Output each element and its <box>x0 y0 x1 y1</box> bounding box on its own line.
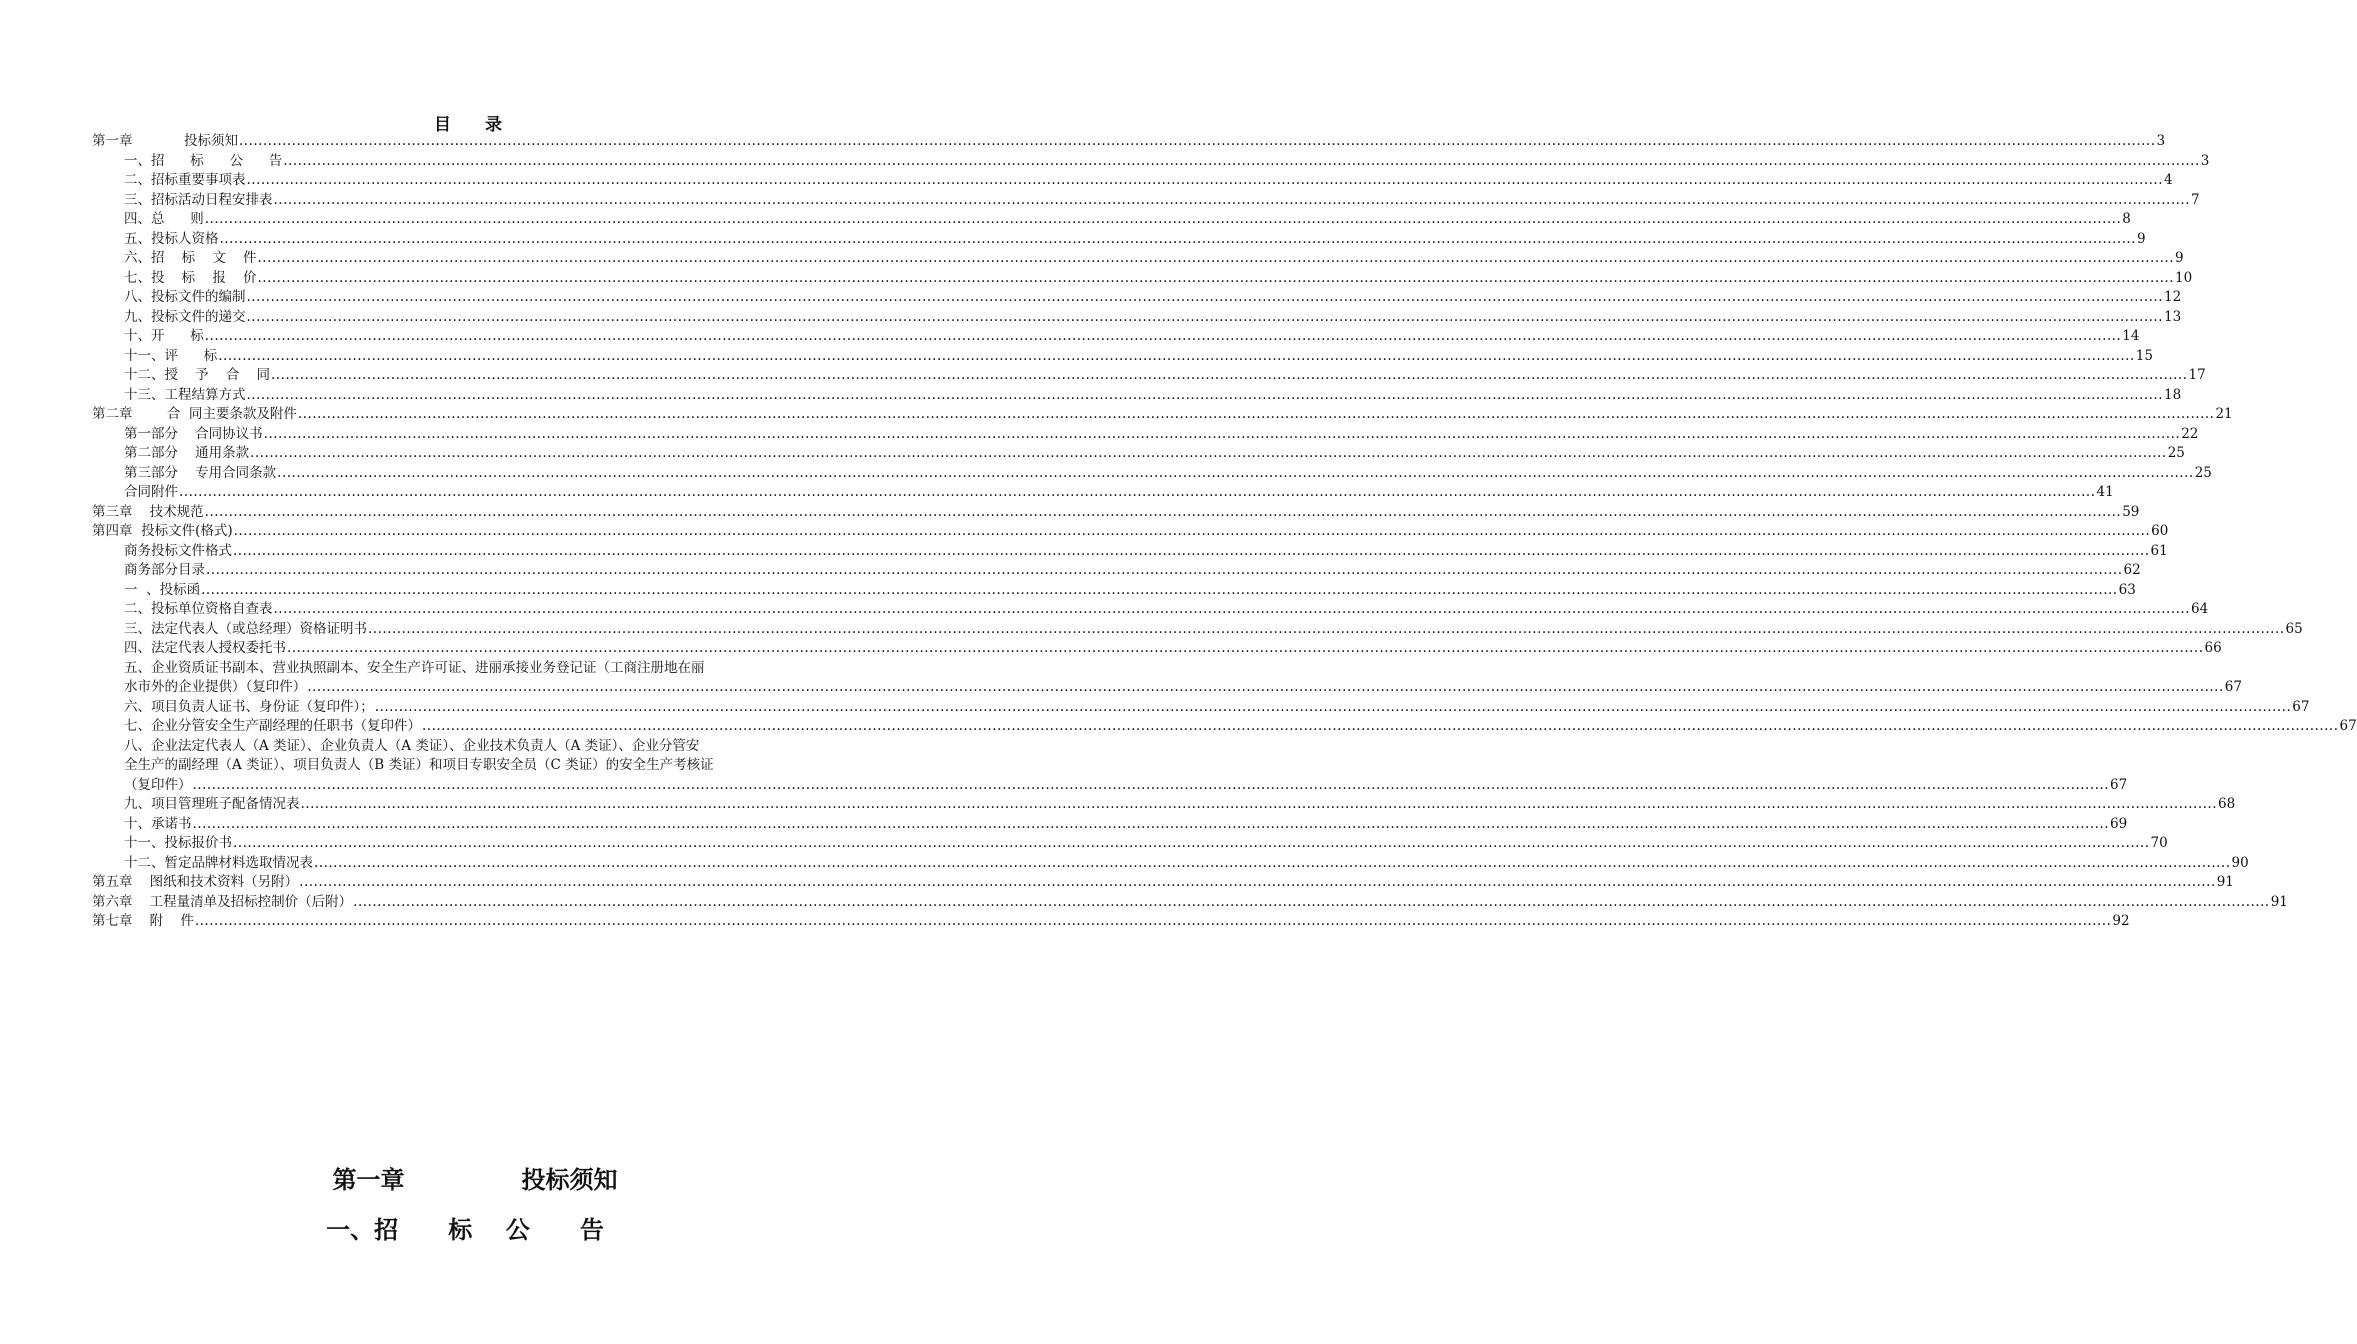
toc-page-number: 41 <box>2096 484 2114 500</box>
toc-dot-leader: ................................................................................................................................................................................................................................................................................................................................................................................................................ <box>422 718 2339 734</box>
toc-entry[interactable] <box>92 405 2233 425</box>
toc-dot-leader: ................................................................................................................................................................................................................................................................................................................................................................................................................ <box>314 854 2231 871</box>
section-heading: 一、招 标 公 告 <box>326 1215 604 1244</box>
toc-dot-leader: ................................................................................................................................................................................................................................................................................................................................................................................................................ <box>297 406 2215 422</box>
toc-page-number: 14 <box>2122 328 2140 344</box>
toc-entry-label: 商务部分目录 <box>124 562 205 578</box>
toc-page-number: 68 <box>2218 796 2236 812</box>
toc-entry-label: 九、项目管理班子配备情况表 <box>124 796 300 812</box>
toc-dot-leader: ................................................................................................................................................................................................................................................................................................................................................................................................................ <box>192 815 2110 832</box>
toc-page-number: 8 <box>2122 211 2131 227</box>
toc-dot-leader: ................................................................................................................................................................................................................................................................................................................................................................................................................ <box>204 328 2122 344</box>
toc-entry-label: 全生产的副经理（A 类证）、项目负责人（B 类证）和项目专职安全员（C 类证）的安全生产考核证 <box>124 757 714 773</box>
toc-entry-label: 四、总 则 <box>124 211 204 227</box>
toc-page-number: 3 <box>2200 152 2210 169</box>
toc-entry-label: 第六章 工程量清单及招标控制价（后附） <box>92 893 353 910</box>
toc-dot-leader: ................................................................................................................................................................................................................................................................................................................................................................................................................ <box>277 464 2194 481</box>
toc-dot-leader: ................................................................................................................................................................................................................................................................................................................................................................................................................ <box>233 523 2151 539</box>
toc-entry-label: 六、招 标 文 件 <box>124 250 257 266</box>
toc-entry[interactable] <box>92 581 2136 601</box>
toc-entry-label: 第二章 合 同主要条款及附件 <box>92 406 297 422</box>
toc-dot-leader: ................................................................................................................................................................................................................................................................................................................................................................................................................ <box>233 835 2150 851</box>
toc-dot-leader: ................................................................................................................................................................................................................................................................................................................................................................................................................ <box>299 874 2216 890</box>
toc-dot-leader: ................................................................................................................................................................................................................................................................................................................................................................................................................ <box>179 484 2096 500</box>
toc-entry-label: 十二、授 予 合 同 <box>124 367 270 383</box>
toc-entry-label: 第四章 投标文件(格式) <box>92 523 233 539</box>
toc-entry[interactable] <box>92 230 2146 250</box>
toc-dot-leader: ................................................................................................................................................................................................................................................................................................................................................................................................................ <box>307 679 2224 695</box>
toc-entry-label: 十二、暂定品牌材料选取情况表 <box>124 854 313 871</box>
toc-page-number: 17 <box>2188 367 2206 383</box>
toc-entry-label: 第三部分 专用合同条款 <box>124 464 277 481</box>
toc-page-number: 15 <box>2135 347 2153 364</box>
toc-entry[interactable] <box>92 873 2234 893</box>
toc-dot-leader: ................................................................................................................................................................................................................................................................................................................................................................................................................ <box>250 445 2167 461</box>
toc-entry[interactable] <box>92 288 2182 308</box>
toc-page-number: 65 <box>2285 620 2303 637</box>
toc-dot-leader: ................................................................................................................................................................................................................................................................................................................................................................................................................ <box>263 425 2181 442</box>
toc-entry-label: 十、承诺书 <box>124 815 192 832</box>
toc-entry[interactable] <box>92 620 2303 640</box>
toc-page-number: 64 <box>2191 601 2209 617</box>
toc-entry-label: 四、法定代表人授权委托书 <box>124 640 286 656</box>
toc-dot-leader: ................................................................................................................................................................................................................................................................................................................................................................................................................ <box>204 503 2122 520</box>
toc-dot-leader: ................................................................................................................................................................................................................................................................................................................................................................................................................ <box>246 386 2164 403</box>
toc-entry-label: 合同附件 <box>124 484 178 500</box>
toc-page-number: 25 <box>2167 445 2185 461</box>
toc-entry[interactable] <box>92 893 2288 913</box>
toc-dot-leader: ................................................................................................................................................................................................................................................................................................................................................................................................................ <box>192 776 2110 793</box>
toc-entry[interactable] <box>92 659 2242 698</box>
toc-dot-leader: ................................................................................................................................................................................................................................................................................................................................................................................................................ <box>246 289 2164 305</box>
toc-entry-label: 第一部分 合同协议书 <box>124 425 263 442</box>
toc-entry[interactable] <box>92 561 2141 581</box>
toc-dot-leader: ................................................................................................................................................................................................................................................................................................................................................................................................................ <box>201 581 2118 598</box>
toc-page-number: 67 <box>2339 718 2357 734</box>
toc-entry[interactable] <box>92 503 2140 523</box>
toc-page-number: 13 <box>2164 308 2182 325</box>
toc-page-number: 3 <box>2156 133 2166 149</box>
toc-entry[interactable] <box>92 171 2173 191</box>
toc-page-number: 61 <box>2150 542 2168 559</box>
toc-page-number: 12 <box>2164 289 2182 305</box>
toc-dot-leader: ................................................................................................................................................................................................................................................................................................................................................................................................................ <box>374 698 2292 715</box>
toc-entry[interactable] <box>92 444 2185 464</box>
toc-dot-leader: ................................................................................................................................................................................................................................................................................................................................................................................................................ <box>257 269 2175 286</box>
toc-entry-label: 水市外的企业提供）（复印件） <box>124 679 307 695</box>
toc-entry[interactable] <box>92 425 2199 445</box>
toc-entry-label: 五、投标人资格 <box>124 230 219 247</box>
toc-dot-leader: ................................................................................................................................................................................................................................................................................................................................................................................................................ <box>283 152 2200 169</box>
toc-page-number: 7 <box>2191 191 2200 208</box>
toc-dot-leader: ................................................................................................................................................................................................................................................................................................................................................................................................................ <box>246 172 2164 188</box>
toc-dot-leader: ................................................................................................................................................................................................................................................................................................................................................................................................................ <box>368 620 2285 637</box>
toc-page-number: 67 <box>2224 679 2242 695</box>
toc-dot-leader: ................................................................................................................................................................................................................................................................................................................................................................................................................ <box>239 133 2156 149</box>
toc-dot-leader: ................................................................................................................................................................................................................................................................................................................................................................................................................ <box>246 308 2164 325</box>
toc-page-number: 25 <box>2194 464 2212 481</box>
toc-page-number: 9 <box>2175 250 2184 266</box>
toc-entry-label: 二、投标单位资格自查表 <box>124 601 273 617</box>
toc-entry[interactable] <box>92 191 2200 211</box>
toc-page-number: 62 <box>2123 562 2141 578</box>
toc-entry-label: 第三章 技术规范 <box>92 503 204 520</box>
toc-entry-label: 十一、评 标 <box>124 347 218 364</box>
toc-entry-label: 第二部分 通用条款 <box>124 445 250 461</box>
toc-entry-label: （复印件） <box>124 776 192 793</box>
toc-page-number: 91 <box>2270 893 2288 910</box>
table-of-contents <box>92 132 2357 932</box>
toc-entry-label: 八、投标文件的编制 <box>124 289 246 305</box>
toc-entry[interactable] <box>92 522 2169 542</box>
toc-page-number: 60 <box>2151 523 2169 539</box>
toc-entry-label: 三、招标活动日程安排表 <box>124 191 273 208</box>
toc-page-number: 69 <box>2110 815 2128 832</box>
toc-entry[interactable] <box>92 600 2209 620</box>
toc-dot-leader: ................................................................................................................................................................................................................................................................................................................................................................................................................ <box>206 562 2123 578</box>
toc-entry[interactable] <box>92 737 2128 796</box>
toc-entry[interactable] <box>92 327 2140 347</box>
toc-page-number: 70 <box>2150 835 2168 851</box>
toc-entry[interactable] <box>92 464 2212 484</box>
toc-dot-leader: ................................................................................................................................................................................................................................................................................................................................................................................................................ <box>218 347 2135 364</box>
toc-page-number: 22 <box>2181 425 2199 442</box>
toc-page-number: 18 <box>2164 386 2182 403</box>
toc-entry[interactable] <box>92 795 2236 815</box>
toc-page-number: 4 <box>2164 172 2173 188</box>
toc-entry-label: 第五章 图纸和技术资料（另附） <box>92 874 299 890</box>
toc-entry[interactable] <box>92 347 2153 367</box>
toc-dot-leader: ................................................................................................................................................................................................................................................................................................................................................................................................................ <box>204 211 2122 227</box>
toc-dot-leader: ................................................................................................................................................................................................................................................................................................................................................................................................................ <box>219 230 2137 247</box>
toc-entry-label: 七、投 标 报 价 <box>124 269 257 286</box>
toc-entry-label: 六、项目负责人证书、身份证（复印件）； <box>124 698 374 715</box>
toc-dot-leader: ................................................................................................................................................................................................................................................................................................................................................................................................................ <box>353 893 2270 910</box>
toc-entry-label: 一 、投标函 <box>124 581 201 598</box>
toc-dot-leader: ................................................................................................................................................................................................................................................................................................................................................................................................................ <box>194 913 2112 929</box>
toc-page-number: 21 <box>2215 406 2233 422</box>
toc-page-number: 92 <box>2112 913 2130 929</box>
toc-entry[interactable] <box>92 152 2210 172</box>
toc-page-number: 90 <box>2231 854 2249 871</box>
chapter-heading: 第一章 投标须知 <box>332 1165 618 1194</box>
toc-entry-label: 第一章 投标须知 <box>92 133 238 149</box>
toc-page-number: 59 <box>2122 503 2140 520</box>
toc-entry-label: 第七章 附 件 <box>92 913 194 929</box>
toc-dot-leader: ................................................................................................................................................................................................................................................................................................................................................................................................................ <box>300 796 2218 812</box>
toc-entry[interactable] <box>92 269 2193 289</box>
toc-title: 目 录 <box>434 115 516 135</box>
toc-entry-label: 十一、投标报价书 <box>124 835 232 851</box>
toc-page-number: 63 <box>2118 581 2136 598</box>
toc-page-number: 67 <box>2292 698 2310 715</box>
toc-page-number: 10 <box>2175 269 2193 286</box>
toc-entry-label: 五、企业资质证书副本、营业执照副本、安全生产许可证、进丽承接业务登记证（工商注册地在丽 <box>124 659 705 676</box>
toc-entry[interactable] <box>92 542 2168 562</box>
toc-entry[interactable] <box>92 210 2131 230</box>
toc-entry-label: 一、招 标 公 告 <box>124 152 283 169</box>
toc-dot-leader: ................................................................................................................................................................................................................................................................................................................................................................................................................ <box>257 250 2175 266</box>
toc-page-number: 9 <box>2137 230 2146 247</box>
toc-entry-label: 十、开 标 <box>124 328 204 344</box>
toc-dot-leader: ................................................................................................................................................................................................................................................................................................................................................................................................................ <box>273 601 2191 617</box>
toc-dot-leader: ................................................................................................................................................................................................................................................................................................................................................................................................................ <box>287 640 2204 656</box>
toc-page-number: 66 <box>2204 640 2222 656</box>
toc-page-number: 91 <box>2216 874 2234 890</box>
toc-entry-label: 十三、工程结算方式 <box>124 386 246 403</box>
toc-entry[interactable] <box>92 132 2166 152</box>
toc-dot-leader: ................................................................................................................................................................................................................................................................................................................................................................................................................ <box>273 191 2191 208</box>
toc-entry[interactable] <box>92 912 2130 932</box>
toc-entry[interactable] <box>92 834 2168 854</box>
toc-entry[interactable] <box>92 366 2206 386</box>
toc-entry-label: 七、企业分管安全生产副经理的任职书（复印件） <box>124 718 421 734</box>
toc-entry-label: 八、企业法定代表人（A 类证）、企业负责人（A 类证）、企业技术负责人（A 类证）、企业分管安 <box>124 737 700 754</box>
toc-entry[interactable] <box>92 386 2182 406</box>
toc-page-number: 67 <box>2110 776 2128 793</box>
toc-entry-label: 三、法定代表人（或总经理）资格证明书 <box>124 620 367 637</box>
toc-entry[interactable] <box>92 717 2357 737</box>
toc-dot-leader: ................................................................................................................................................................................................................................................................................................................................................................................................................ <box>233 542 2150 559</box>
toc-entry[interactable] <box>92 815 2128 835</box>
toc-dot-leader: ................................................................................................................................................................................................................................................................................................................................................................................................................ <box>271 367 2188 383</box>
toc-entry-label: 二、招标重要事项表 <box>124 172 246 188</box>
toc-entry[interactable] <box>92 483 2114 503</box>
toc-entry[interactable] <box>92 308 2182 328</box>
toc-entry[interactable] <box>92 249 2184 269</box>
toc-entry-label: 商务投标文件格式 <box>124 542 232 559</box>
toc-entry[interactable] <box>92 639 2222 659</box>
toc-entry[interactable] <box>92 698 2310 718</box>
toc-entry-label: 九、投标文件的递交 <box>124 308 246 325</box>
toc-entry[interactable] <box>92 854 2249 874</box>
